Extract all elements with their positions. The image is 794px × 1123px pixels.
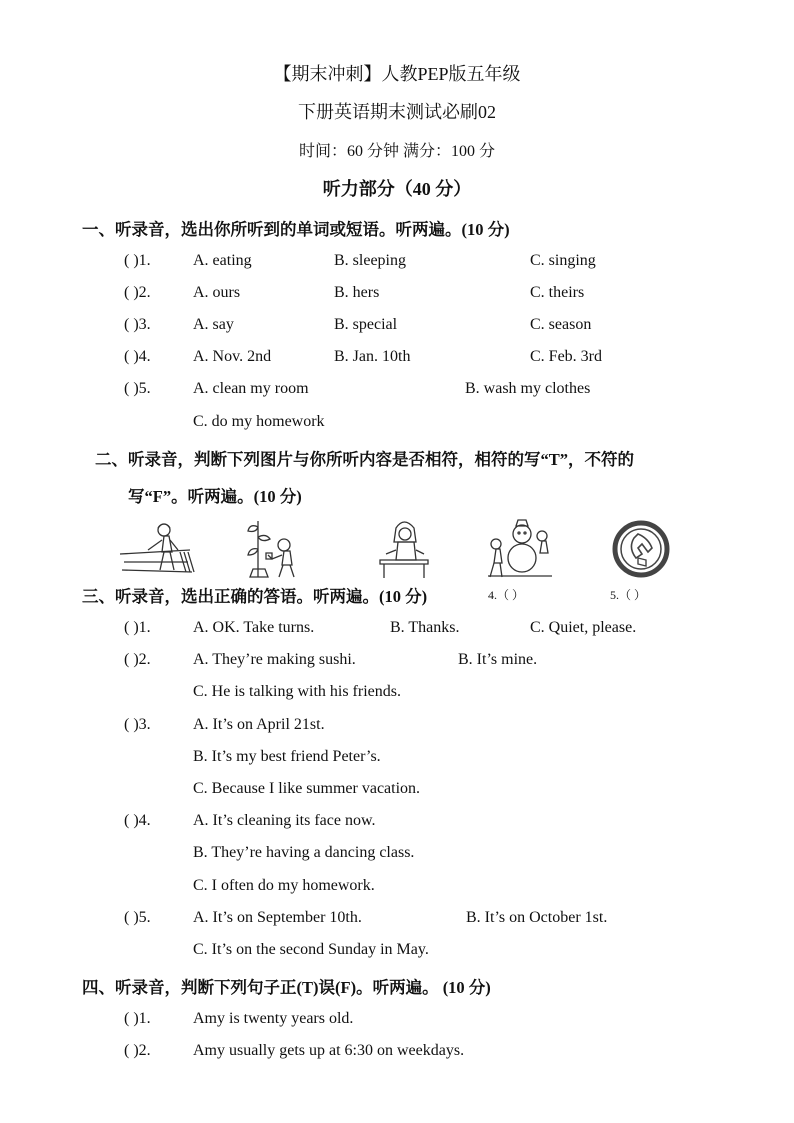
option-b: B. hers bbox=[334, 284, 380, 301]
section2-heading-line1: 二、听录音，判断下列图片与你所听内容是否相符，相符的写“T”，不符的 bbox=[95, 450, 635, 469]
document-title-line2: 下册英语期末测试必刷02 bbox=[298, 102, 496, 122]
option-b: B. It’s mine. bbox=[458, 651, 538, 668]
option-b: B. special bbox=[334, 316, 398, 333]
picture-5-answer-label: 5.（ ） bbox=[610, 588, 647, 602]
option-b: B. Jan. 10th bbox=[334, 348, 411, 365]
question-number: ( )4. bbox=[124, 812, 151, 829]
option-a: A. It’s on September 10th. bbox=[193, 909, 362, 926]
question-text: Amy is twenty years old. bbox=[193, 1010, 354, 1027]
option-c: C. do my homework bbox=[193, 413, 325, 430]
option-c: C. I often do my homework. bbox=[193, 877, 375, 894]
option-a: A. It’s on April 21st. bbox=[193, 716, 325, 733]
option-b: B. It’s on October 1st. bbox=[466, 909, 608, 926]
section2-heading-line2: 写“F”。听两遍。(10 分) bbox=[128, 487, 302, 506]
question-number: ( )5. bbox=[124, 380, 151, 397]
listening-part-title: 听力部分（40 分） bbox=[322, 179, 472, 199]
question-text: Amy usually gets up at 6:30 on weekdays. bbox=[193, 1042, 465, 1059]
question-number: ( )2. bbox=[124, 651, 151, 668]
option-b: B. It’s my best friend Peter’s. bbox=[193, 748, 381, 765]
question-number: ( )3. bbox=[124, 716, 151, 733]
option-c: C. theirs bbox=[530, 284, 585, 301]
option-c: C. season bbox=[530, 316, 592, 333]
no-phone-sign-icon bbox=[612, 520, 670, 578]
option-c: C. Quiet, please. bbox=[530, 619, 637, 636]
kids-building-snowman-icon bbox=[484, 518, 554, 582]
section3-heading: 三、听录音，选出正确的答语。听两遍。(10 分) bbox=[82, 587, 428, 606]
girl-sweeping-icon bbox=[118, 518, 198, 582]
question-number: ( )2. bbox=[124, 284, 151, 301]
option-a: A. ours bbox=[193, 284, 241, 301]
question-number: ( )3. bbox=[124, 316, 151, 333]
girl-at-desk-icon bbox=[376, 518, 432, 580]
boy-watering-plant-icon bbox=[240, 515, 306, 583]
section1-heading: 一、听录音，选出你所听到的单词或短语。听两遍。(10 分) bbox=[82, 220, 510, 239]
option-c: C. He is talking with his friends. bbox=[193, 683, 401, 700]
option-b: B. sleeping bbox=[334, 252, 406, 269]
option-a: A. They’re making sushi. bbox=[193, 651, 356, 668]
option-a: A. It’s cleaning its face now. bbox=[193, 812, 376, 829]
option-c: C. It’s on the second Sunday in May. bbox=[193, 941, 429, 958]
option-b: B. Thanks. bbox=[390, 619, 460, 636]
question-number: ( )4. bbox=[124, 348, 151, 365]
question-number: ( )1. bbox=[124, 619, 151, 636]
option-a: A. OK. Take turns. bbox=[193, 619, 315, 636]
option-a: A. clean my room bbox=[193, 380, 309, 397]
question-number: ( )2. bbox=[124, 1042, 151, 1059]
option-c: C. Feb. 3rd bbox=[530, 348, 602, 365]
option-a: A. Nov. 2nd bbox=[193, 348, 272, 365]
option-c: C. Because I like summer vacation. bbox=[193, 780, 421, 797]
question-number: ( )1. bbox=[124, 252, 151, 269]
option-a: A. eating bbox=[193, 252, 252, 269]
time-score-info: 时间：60 分钟 满分：100 分 bbox=[298, 143, 495, 160]
section4-heading: 四、听录音，判断下列句子正(T)误(F)。听两遍。 (10 分) bbox=[82, 978, 491, 997]
option-a: A. say bbox=[193, 316, 234, 333]
option-b: B. wash my clothes bbox=[465, 380, 591, 397]
question-number: ( )5. bbox=[124, 909, 151, 926]
picture-4-answer-label: 4.（ ） bbox=[488, 588, 525, 602]
document-title-line1: 【期末冲刺】人教PEP版五年级 bbox=[273, 64, 521, 84]
option-b: B. They’re having a dancing class. bbox=[193, 844, 415, 861]
option-c: C. singing bbox=[530, 252, 596, 269]
question-number: ( )1. bbox=[124, 1010, 151, 1027]
